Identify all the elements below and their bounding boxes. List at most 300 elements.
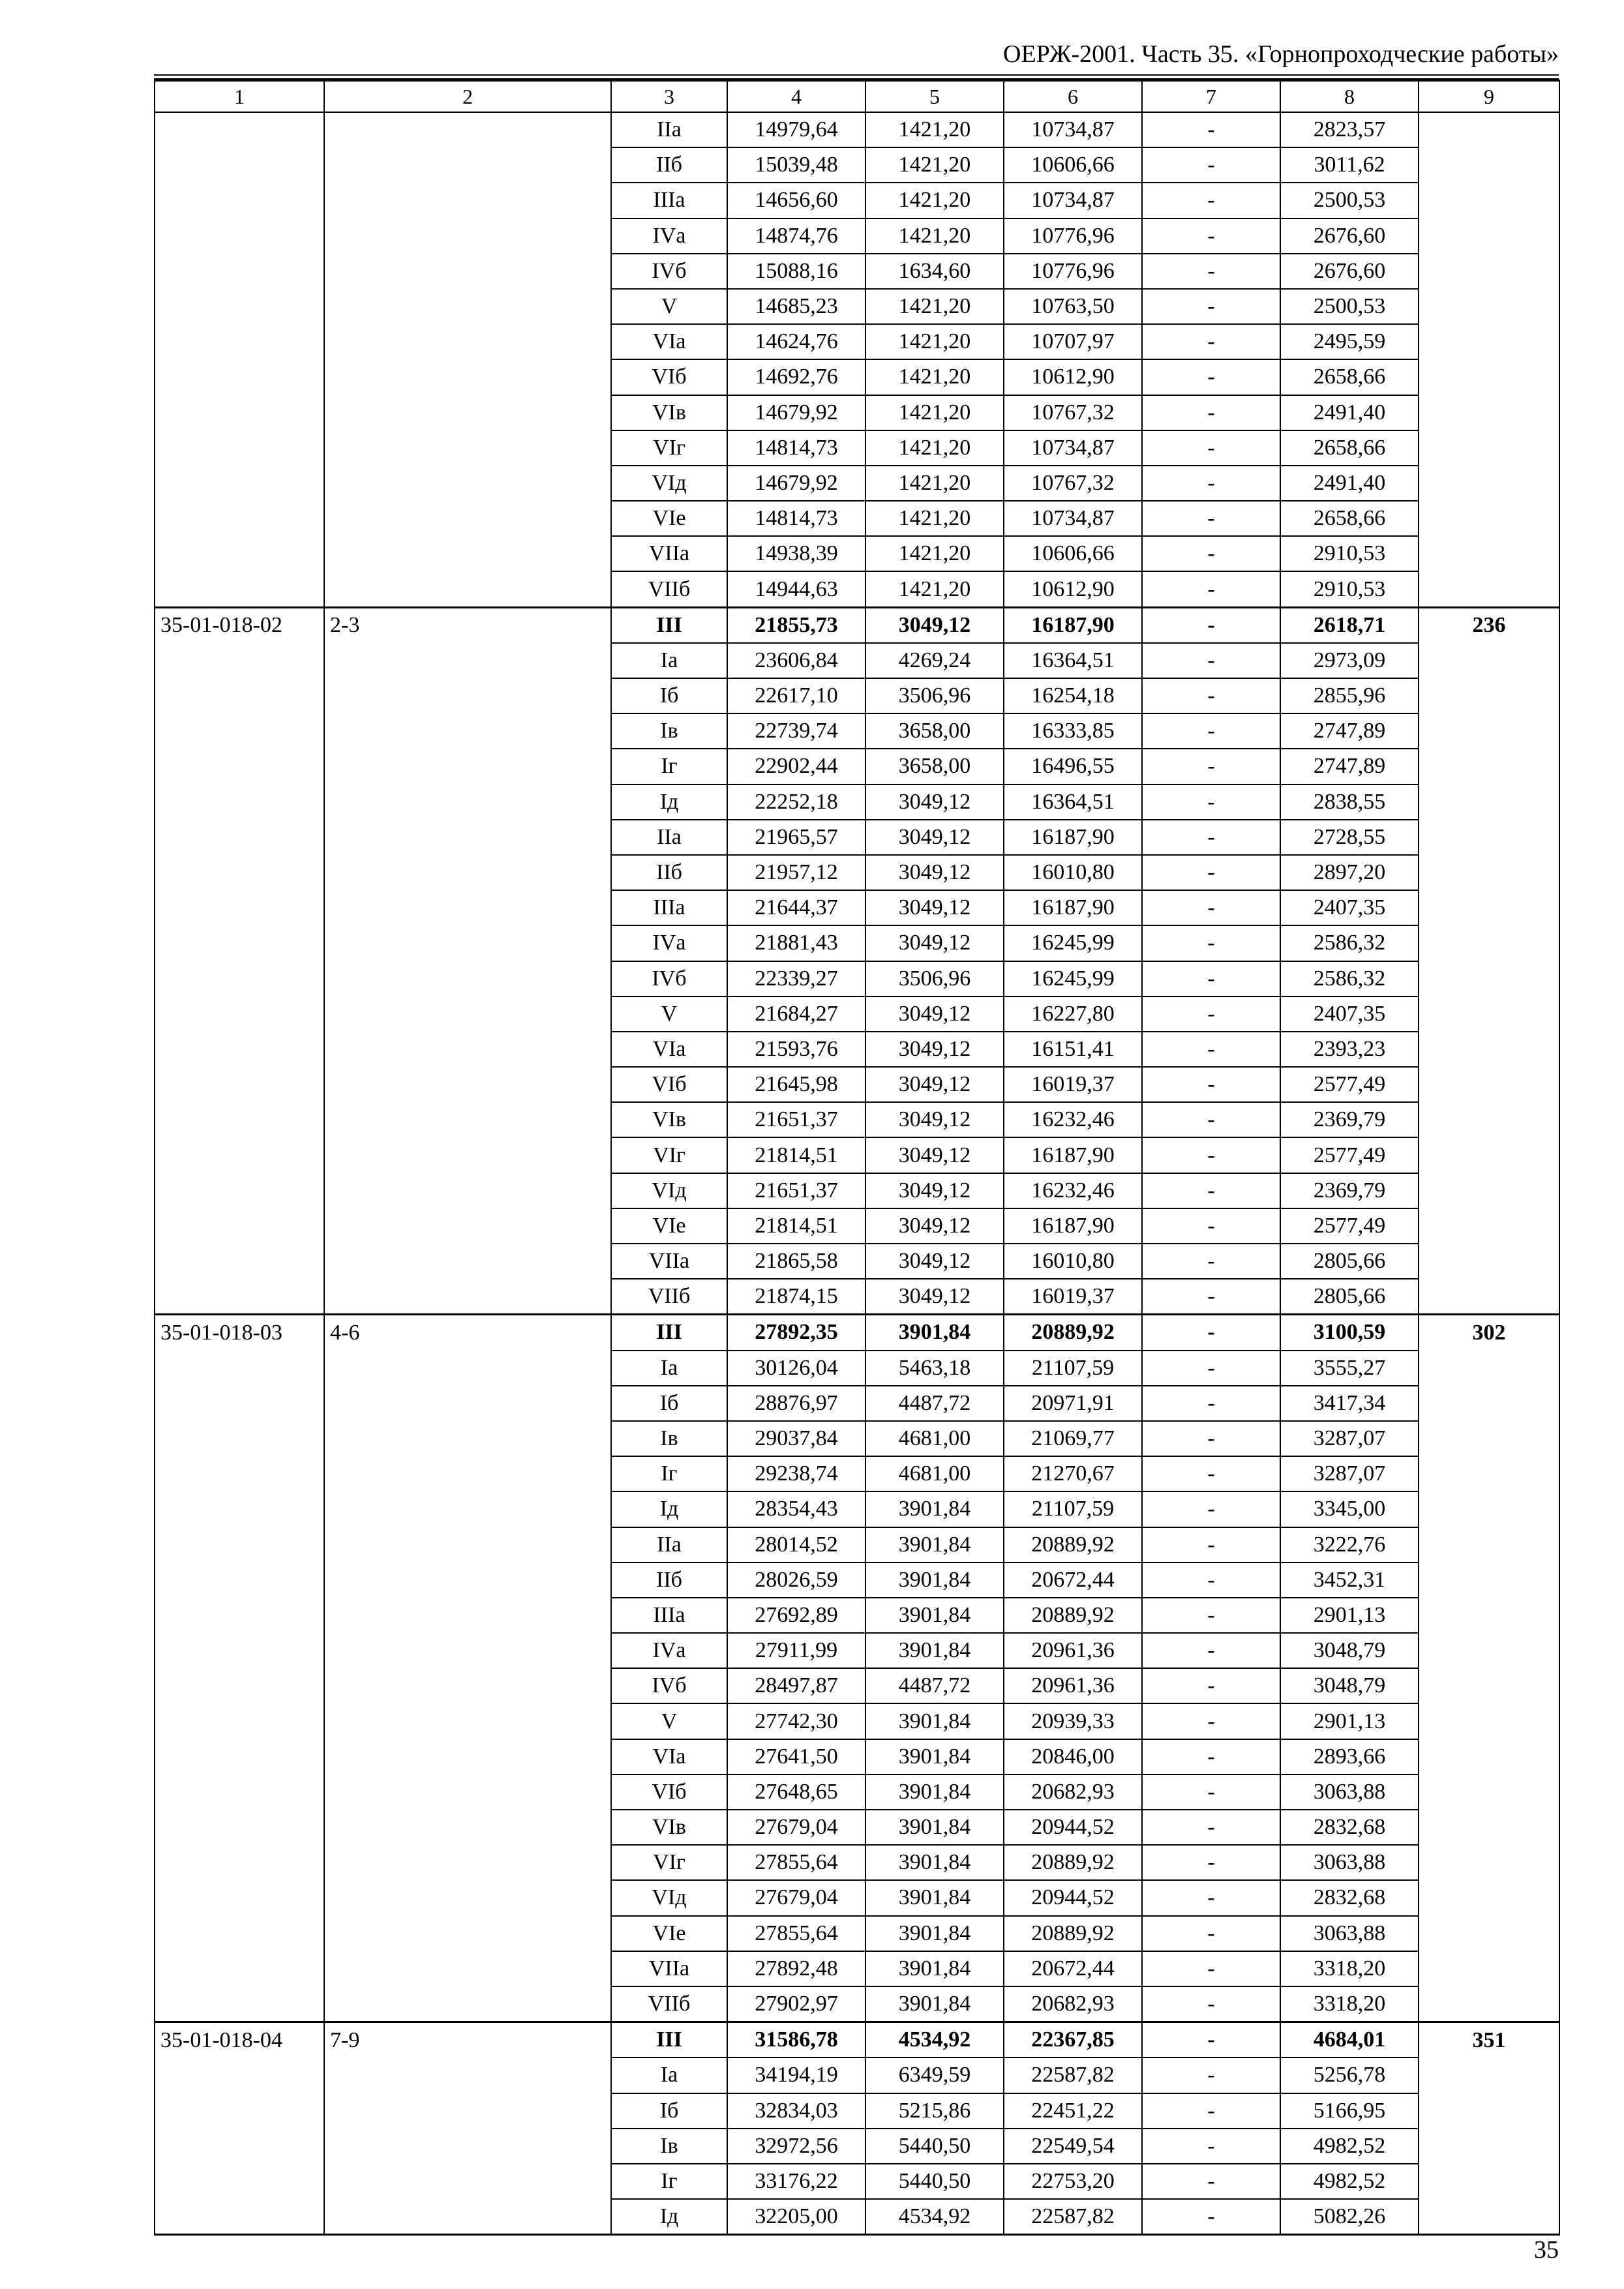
value-cell-col7: - bbox=[1142, 289, 1280, 324]
column-number-9: 9 bbox=[1419, 81, 1559, 113]
rate-code-cell bbox=[155, 218, 324, 254]
value-cell-col3: Iг bbox=[611, 749, 727, 784]
value-cell-col3: IIа bbox=[611, 112, 727, 147]
value-cell-col6: 16010,80 bbox=[1004, 855, 1142, 890]
value-cell-col5: 3049,12 bbox=[865, 1173, 1004, 1208]
value-cell-col7: - bbox=[1142, 996, 1280, 1032]
rate-code-cell bbox=[155, 1032, 324, 1067]
total-cell bbox=[1419, 643, 1559, 678]
range-cell bbox=[324, 961, 611, 996]
value-cell-col4: 21957,12 bbox=[727, 855, 865, 890]
rate-code-cell bbox=[155, 395, 324, 430]
rate-code-cell bbox=[155, 289, 324, 324]
table-row bbox=[155, 1810, 1559, 1845]
value-cell-col4: 21645,98 bbox=[727, 1067, 865, 1102]
value-cell-col3: VIг bbox=[611, 430, 727, 466]
value-cell-col5: 1421,20 bbox=[865, 536, 1004, 571]
table-row bbox=[155, 112, 1559, 147]
value-cell-col7: - bbox=[1142, 466, 1280, 501]
rate-code-cell bbox=[155, 359, 324, 395]
column-number-4: 4 bbox=[727, 81, 865, 113]
value-cell-col4: 14814,73 bbox=[727, 430, 865, 466]
table-row bbox=[155, 218, 1559, 254]
value-cell-col4: 27692,89 bbox=[727, 1598, 865, 1633]
value-cell-col3: IIIа bbox=[611, 183, 727, 218]
value-cell-col7: - bbox=[1142, 1351, 1280, 1386]
value-cell-col5: 3901,84 bbox=[865, 1563, 1004, 1598]
total-cell bbox=[1419, 2093, 1559, 2129]
rate-code-cell: 35-01-018-04 bbox=[155, 2022, 324, 2058]
value-cell-col6: 16245,99 bbox=[1004, 961, 1142, 996]
value-cell-col4: 21651,37 bbox=[727, 1102, 865, 1137]
value-cell-col7: - bbox=[1142, 1668, 1280, 1703]
value-cell-col8: 2832,68 bbox=[1280, 1810, 1419, 1845]
value-cell-col5: 3049,12 bbox=[865, 1102, 1004, 1137]
value-cell-col4: 32972,56 bbox=[727, 2129, 865, 2164]
value-cell-col8: 2823,57 bbox=[1280, 112, 1419, 147]
value-cell-col6: 20682,93 bbox=[1004, 1774, 1142, 1810]
value-cell-col4: 21593,76 bbox=[727, 1032, 865, 1067]
column-number-6: 6 bbox=[1004, 81, 1142, 113]
range-cell bbox=[324, 1986, 611, 2022]
value-cell-col3: IVа bbox=[611, 1633, 727, 1668]
value-cell-col4: 27679,04 bbox=[727, 1880, 865, 1915]
value-cell-col3: IVб bbox=[611, 1668, 727, 1703]
value-cell-col5: 3049,12 bbox=[865, 785, 1004, 820]
rate-code-cell bbox=[155, 466, 324, 501]
value-cell-col8: 2728,55 bbox=[1280, 820, 1419, 855]
value-cell-col8: 2500,53 bbox=[1280, 183, 1419, 218]
range-cell bbox=[324, 1668, 611, 1703]
rate-code-cell bbox=[155, 1456, 324, 1491]
value-cell-col6: 21107,59 bbox=[1004, 1491, 1142, 1527]
total-cell bbox=[1419, 820, 1559, 855]
value-cell-col7: - bbox=[1142, 324, 1280, 359]
value-cell-col6: 16333,85 bbox=[1004, 713, 1142, 749]
value-cell-col6: 16019,37 bbox=[1004, 1067, 1142, 1102]
range-cell bbox=[324, 1633, 611, 1668]
total-cell bbox=[1419, 466, 1559, 501]
value-cell-col3: IVа bbox=[611, 925, 727, 961]
value-cell-col8: 2586,32 bbox=[1280, 961, 1419, 996]
column-number-2: 2 bbox=[324, 81, 611, 113]
rate-code-cell bbox=[155, 147, 324, 183]
rate-code-cell bbox=[155, 2057, 324, 2093]
value-cell-col7: - bbox=[1142, 218, 1280, 254]
value-cell-col6: 22451,22 bbox=[1004, 2093, 1142, 2129]
range-cell bbox=[324, 218, 611, 254]
value-cell-col7: - bbox=[1142, 112, 1280, 147]
value-cell-col8: 2901,13 bbox=[1280, 1598, 1419, 1633]
total-cell bbox=[1419, 1208, 1559, 1244]
range-cell bbox=[324, 183, 611, 218]
rate-code-cell bbox=[155, 1208, 324, 1244]
value-cell-col3: IIб bbox=[611, 855, 727, 890]
column-number-8: 8 bbox=[1280, 81, 1419, 113]
value-cell-col8: 3287,07 bbox=[1280, 1421, 1419, 1456]
table-row bbox=[155, 2129, 1559, 2164]
value-cell-col5: 1421,20 bbox=[865, 183, 1004, 218]
value-cell-col3: V bbox=[611, 1703, 727, 1739]
table-row bbox=[155, 571, 1559, 607]
rate-code-cell bbox=[155, 112, 324, 147]
value-cell-col4: 21814,51 bbox=[727, 1208, 865, 1244]
table-row bbox=[155, 395, 1559, 430]
value-cell-col6: 10606,66 bbox=[1004, 147, 1142, 183]
value-cell-col7: - bbox=[1142, 1032, 1280, 1067]
value-cell-col4: 28876,97 bbox=[727, 1386, 865, 1421]
range-cell bbox=[324, 147, 611, 183]
value-cell-col5: 5215,86 bbox=[865, 2093, 1004, 2129]
table-row bbox=[155, 713, 1559, 749]
value-cell-col4: 21881,43 bbox=[727, 925, 865, 961]
value-cell-col3: VIв bbox=[611, 1102, 727, 1137]
value-cell-col5: 3901,84 bbox=[865, 1633, 1004, 1668]
total-cell bbox=[1419, 785, 1559, 820]
range-cell bbox=[324, 1845, 611, 1880]
value-cell-col5: 1421,20 bbox=[865, 571, 1004, 607]
rate-code-cell bbox=[155, 2093, 324, 2129]
value-cell-col3: VIIб bbox=[611, 1986, 727, 2022]
value-cell-col4: 21814,51 bbox=[727, 1137, 865, 1173]
table-row bbox=[155, 1598, 1559, 1633]
value-cell-col4: 14814,73 bbox=[727, 501, 865, 536]
rate-code-cell bbox=[155, 254, 324, 289]
rate-code-cell bbox=[155, 1279, 324, 1315]
value-cell-col8: 2973,09 bbox=[1280, 643, 1419, 678]
value-cell-col6: 16187,90 bbox=[1004, 1208, 1142, 1244]
total-cell bbox=[1419, 1845, 1559, 1880]
value-cell-col8: 3100,59 bbox=[1280, 1315, 1419, 1351]
total-cell bbox=[1419, 1173, 1559, 1208]
rate-code-cell: 35-01-018-02 bbox=[155, 607, 324, 643]
value-cell-col7: - bbox=[1142, 678, 1280, 713]
value-cell-col8: 3048,79 bbox=[1280, 1668, 1419, 1703]
rate-code-cell bbox=[155, 1421, 324, 1456]
value-cell-col6: 16187,90 bbox=[1004, 1137, 1142, 1173]
value-cell-col6: 10767,32 bbox=[1004, 466, 1142, 501]
value-cell-col5: 1421,20 bbox=[865, 218, 1004, 254]
rate-code-cell bbox=[155, 855, 324, 890]
table-row bbox=[155, 643, 1559, 678]
value-cell-col7: - bbox=[1142, 749, 1280, 784]
value-cell-col4: 30126,04 bbox=[727, 1351, 865, 1386]
value-cell-col7: - bbox=[1142, 1386, 1280, 1421]
value-cell-col5: 3049,12 bbox=[865, 1279, 1004, 1315]
value-cell-col5: 3049,12 bbox=[865, 607, 1004, 643]
rate-code-cell bbox=[155, 1386, 324, 1421]
range-cell bbox=[324, 112, 611, 147]
value-cell-col5: 1421,20 bbox=[865, 430, 1004, 466]
range-cell bbox=[324, 571, 611, 607]
range-cell bbox=[324, 820, 611, 855]
total-cell bbox=[1419, 1774, 1559, 1810]
value-cell-col7: - bbox=[1142, 1137, 1280, 1173]
page-header-title: ОЕРЖ-2001. Часть 35. «Горнопроходческие работы» bbox=[1003, 40, 1559, 68]
table-row bbox=[155, 1351, 1559, 1386]
value-cell-col8: 2577,49 bbox=[1280, 1208, 1419, 1244]
value-cell-col3: VIа bbox=[611, 1032, 727, 1067]
value-cell-col8: 2618,71 bbox=[1280, 607, 1419, 643]
value-cell-col3: III bbox=[611, 2022, 727, 2058]
table-row bbox=[155, 607, 1559, 643]
value-cell-col3: VIе bbox=[611, 1916, 727, 1951]
value-cell-col5: 3049,12 bbox=[865, 1137, 1004, 1173]
value-cell-col6: 20961,36 bbox=[1004, 1668, 1142, 1703]
value-cell-col5: 4681,00 bbox=[865, 1456, 1004, 1491]
value-cell-col7: - bbox=[1142, 147, 1280, 183]
value-cell-col3: IIIа bbox=[611, 1598, 727, 1633]
value-cell-col3: IIа bbox=[611, 820, 727, 855]
value-cell-col7: - bbox=[1142, 1102, 1280, 1137]
total-cell bbox=[1419, 218, 1559, 254]
total-cell bbox=[1419, 855, 1559, 890]
value-cell-col4: 15088,16 bbox=[727, 254, 865, 289]
rate-code-cell bbox=[155, 1633, 324, 1668]
table-row bbox=[155, 1491, 1559, 1527]
value-cell-col7: - bbox=[1142, 1633, 1280, 1668]
value-cell-col6: 20682,93 bbox=[1004, 1986, 1142, 2022]
value-cell-col7: - bbox=[1142, 820, 1280, 855]
range-cell bbox=[324, 395, 611, 430]
rate-code-cell bbox=[155, 1810, 324, 1845]
value-cell-col6: 20944,52 bbox=[1004, 1810, 1142, 1845]
value-cell-col3: Iб bbox=[611, 2093, 727, 2129]
value-cell-col5: 3049,12 bbox=[865, 1244, 1004, 1279]
value-cell-col4: 27892,48 bbox=[727, 1951, 865, 1986]
rate-code-cell bbox=[155, 1703, 324, 1739]
total-cell bbox=[1419, 430, 1559, 466]
value-cell-col7: - bbox=[1142, 1810, 1280, 1845]
value-cell-col8: 2407,35 bbox=[1280, 890, 1419, 925]
value-cell-col4: 14979,64 bbox=[727, 112, 865, 147]
rate-code-cell bbox=[155, 2199, 324, 2235]
value-cell-col8: 2910,53 bbox=[1280, 536, 1419, 571]
value-cell-col3: VIв bbox=[611, 395, 727, 430]
value-cell-col6: 10734,87 bbox=[1004, 112, 1142, 147]
total-cell bbox=[1419, 1598, 1559, 1633]
value-cell-col8: 3318,20 bbox=[1280, 1951, 1419, 1986]
value-cell-col7: - bbox=[1142, 855, 1280, 890]
value-cell-col3: Iд bbox=[611, 1491, 727, 1527]
value-cell-col8: 3063,88 bbox=[1280, 1774, 1419, 1810]
value-cell-col4: 27855,64 bbox=[727, 1916, 865, 1951]
value-cell-col6: 10763,50 bbox=[1004, 289, 1142, 324]
value-cell-col8: 2658,66 bbox=[1280, 430, 1419, 466]
range-cell bbox=[324, 430, 611, 466]
value-cell-col8: 2747,89 bbox=[1280, 749, 1419, 784]
total-cell bbox=[1419, 1810, 1559, 1845]
value-cell-col7: - bbox=[1142, 643, 1280, 678]
total-cell bbox=[1419, 1986, 1559, 2022]
value-cell-col5: 1421,20 bbox=[865, 395, 1004, 430]
value-cell-col3: VIг bbox=[611, 1845, 727, 1880]
value-cell-col6: 10734,87 bbox=[1004, 501, 1142, 536]
value-cell-col8: 2586,32 bbox=[1280, 925, 1419, 961]
rate-code-cell bbox=[155, 1598, 324, 1633]
value-cell-col8: 4982,52 bbox=[1280, 2164, 1419, 2199]
table-row bbox=[155, 1527, 1559, 1563]
value-cell-col6: 10734,87 bbox=[1004, 430, 1142, 466]
total-cell bbox=[1419, 1633, 1559, 1668]
value-cell-col8: 3287,07 bbox=[1280, 1456, 1419, 1491]
value-cell-col6: 20889,92 bbox=[1004, 1315, 1142, 1351]
range-cell bbox=[324, 1703, 611, 1739]
range-cell bbox=[324, 925, 611, 961]
range-cell bbox=[324, 1951, 611, 1986]
total-cell bbox=[1419, 359, 1559, 395]
range-cell bbox=[324, 1880, 611, 1915]
value-cell-col4: 27679,04 bbox=[727, 1810, 865, 1845]
value-cell-col5: 1421,20 bbox=[865, 289, 1004, 324]
range-cell bbox=[324, 1598, 611, 1633]
value-cell-col5: 3049,12 bbox=[865, 925, 1004, 961]
total-cell bbox=[1419, 2164, 1559, 2199]
column-number-3: 3 bbox=[611, 81, 727, 113]
rate-code-cell bbox=[155, 643, 324, 678]
table-row bbox=[155, 1244, 1559, 1279]
total-cell bbox=[1419, 1491, 1559, 1527]
table-row bbox=[155, 1986, 1559, 2022]
table-row bbox=[155, 1739, 1559, 1774]
value-cell-col8: 3318,20 bbox=[1280, 1986, 1419, 2022]
value-cell-col5: 3049,12 bbox=[865, 1032, 1004, 1067]
value-cell-col6: 10707,97 bbox=[1004, 324, 1142, 359]
table-row bbox=[155, 925, 1559, 961]
rate-code-cell bbox=[155, 820, 324, 855]
value-cell-col6: 20889,92 bbox=[1004, 1916, 1142, 1951]
value-cell-col3: Iв bbox=[611, 1421, 727, 1456]
value-cell-col7: - bbox=[1142, 501, 1280, 536]
rate-code-cell bbox=[155, 1527, 324, 1563]
value-cell-col5: 5463,18 bbox=[865, 1351, 1004, 1386]
value-cell-col6: 16187,90 bbox=[1004, 607, 1142, 643]
rate-code-cell bbox=[155, 571, 324, 607]
range-cell bbox=[324, 1456, 611, 1491]
value-cell-col7: - bbox=[1142, 2093, 1280, 2129]
table-row bbox=[155, 1774, 1559, 1810]
range-cell: 4-6 bbox=[324, 1315, 611, 1351]
total-cell bbox=[1419, 1386, 1559, 1421]
total-cell bbox=[1419, 183, 1559, 218]
value-cell-col3: VIIа bbox=[611, 536, 727, 571]
value-cell-col7: - bbox=[1142, 359, 1280, 395]
value-cell-col6: 16364,51 bbox=[1004, 785, 1142, 820]
value-cell-col6: 16187,90 bbox=[1004, 890, 1142, 925]
table-row bbox=[155, 1137, 1559, 1173]
total-cell bbox=[1419, 996, 1559, 1032]
table-row bbox=[155, 1279, 1559, 1315]
total-cell bbox=[1419, 713, 1559, 749]
table-row bbox=[155, 183, 1559, 218]
value-cell-col3: Iб bbox=[611, 678, 727, 713]
value-cell-col6: 22587,82 bbox=[1004, 2199, 1142, 2235]
value-cell-col3: IIIа bbox=[611, 890, 727, 925]
rate-code-cell bbox=[155, 324, 324, 359]
value-cell-col5: 3901,84 bbox=[865, 1986, 1004, 2022]
rate-code-cell bbox=[155, 430, 324, 466]
value-cell-col8: 2897,20 bbox=[1280, 855, 1419, 890]
value-cell-col6: 10776,96 bbox=[1004, 218, 1142, 254]
range-cell bbox=[324, 1491, 611, 1527]
range-cell bbox=[324, 1279, 611, 1315]
rate-code-cell bbox=[155, 925, 324, 961]
table-row bbox=[155, 147, 1559, 183]
rate-code-cell bbox=[155, 1491, 324, 1527]
rate-code-cell bbox=[155, 1137, 324, 1173]
value-cell-col7: - bbox=[1142, 607, 1280, 643]
range-cell bbox=[324, 324, 611, 359]
value-cell-col6: 10767,32 bbox=[1004, 395, 1142, 430]
value-cell-col8: 2658,66 bbox=[1280, 359, 1419, 395]
rate-code-cell bbox=[155, 1102, 324, 1137]
value-cell-col4: 21865,58 bbox=[727, 1244, 865, 1279]
value-cell-col7: - bbox=[1142, 1315, 1280, 1351]
value-cell-col3: V bbox=[611, 996, 727, 1032]
value-cell-col7: - bbox=[1142, 1951, 1280, 1986]
table-row bbox=[155, 1315, 1559, 1351]
value-cell-col8: 5082,26 bbox=[1280, 2199, 1419, 2235]
total-cell bbox=[1419, 1067, 1559, 1102]
table-row bbox=[155, 289, 1559, 324]
total-cell bbox=[1419, 1456, 1559, 1491]
value-cell-col5: 3049,12 bbox=[865, 855, 1004, 890]
total-cell bbox=[1419, 2129, 1559, 2164]
page-header bbox=[154, 37, 1559, 72]
value-cell-col6: 20889,92 bbox=[1004, 1598, 1142, 1633]
value-cell-col4: 27902,97 bbox=[727, 1986, 865, 2022]
value-cell-col4: 22617,10 bbox=[727, 678, 865, 713]
value-cell-col5: 3658,00 bbox=[865, 713, 1004, 749]
table-row bbox=[155, 1067, 1559, 1102]
value-cell-col5: 3901,84 bbox=[865, 1598, 1004, 1633]
range-cell bbox=[324, 1421, 611, 1456]
value-cell-col5: 4487,72 bbox=[865, 1668, 1004, 1703]
value-cell-col5: 3506,96 bbox=[865, 961, 1004, 996]
value-cell-col6: 16232,46 bbox=[1004, 1102, 1142, 1137]
range-cell: 2-3 bbox=[324, 607, 611, 643]
value-cell-col3: VIд bbox=[611, 1173, 727, 1208]
rate-code-cell bbox=[155, 785, 324, 820]
value-cell-col8: 3222,76 bbox=[1280, 1527, 1419, 1563]
total-cell bbox=[1419, 1916, 1559, 1951]
range-cell bbox=[324, 749, 611, 784]
value-cell-col6: 10612,90 bbox=[1004, 359, 1142, 395]
value-cell-col8: 5166,95 bbox=[1280, 2093, 1419, 2129]
range-cell bbox=[324, 890, 611, 925]
value-cell-col6: 22549,54 bbox=[1004, 2129, 1142, 2164]
table-row bbox=[155, 996, 1559, 1032]
value-cell-col3: VIб bbox=[611, 359, 727, 395]
range-cell bbox=[324, 1208, 611, 1244]
value-cell-col6: 16496,55 bbox=[1004, 749, 1142, 784]
total-cell bbox=[1419, 749, 1559, 784]
rate-code-cell bbox=[155, 1916, 324, 1951]
range-cell bbox=[324, 254, 611, 289]
total-cell bbox=[1419, 1880, 1559, 1915]
value-cell-col3: VIд bbox=[611, 1880, 727, 1915]
value-cell-col8: 3063,88 bbox=[1280, 1845, 1419, 1880]
rate-code-cell bbox=[155, 1739, 324, 1774]
value-cell-col8: 2805,66 bbox=[1280, 1244, 1419, 1279]
value-cell-col6: 16254,18 bbox=[1004, 678, 1142, 713]
total-cell bbox=[1419, 1527, 1559, 1563]
column-number-5: 5 bbox=[865, 81, 1004, 113]
value-cell-col7: - bbox=[1142, 1491, 1280, 1527]
table-row bbox=[155, 430, 1559, 466]
value-cell-col8: 2838,55 bbox=[1280, 785, 1419, 820]
value-cell-col7: - bbox=[1142, 1880, 1280, 1915]
